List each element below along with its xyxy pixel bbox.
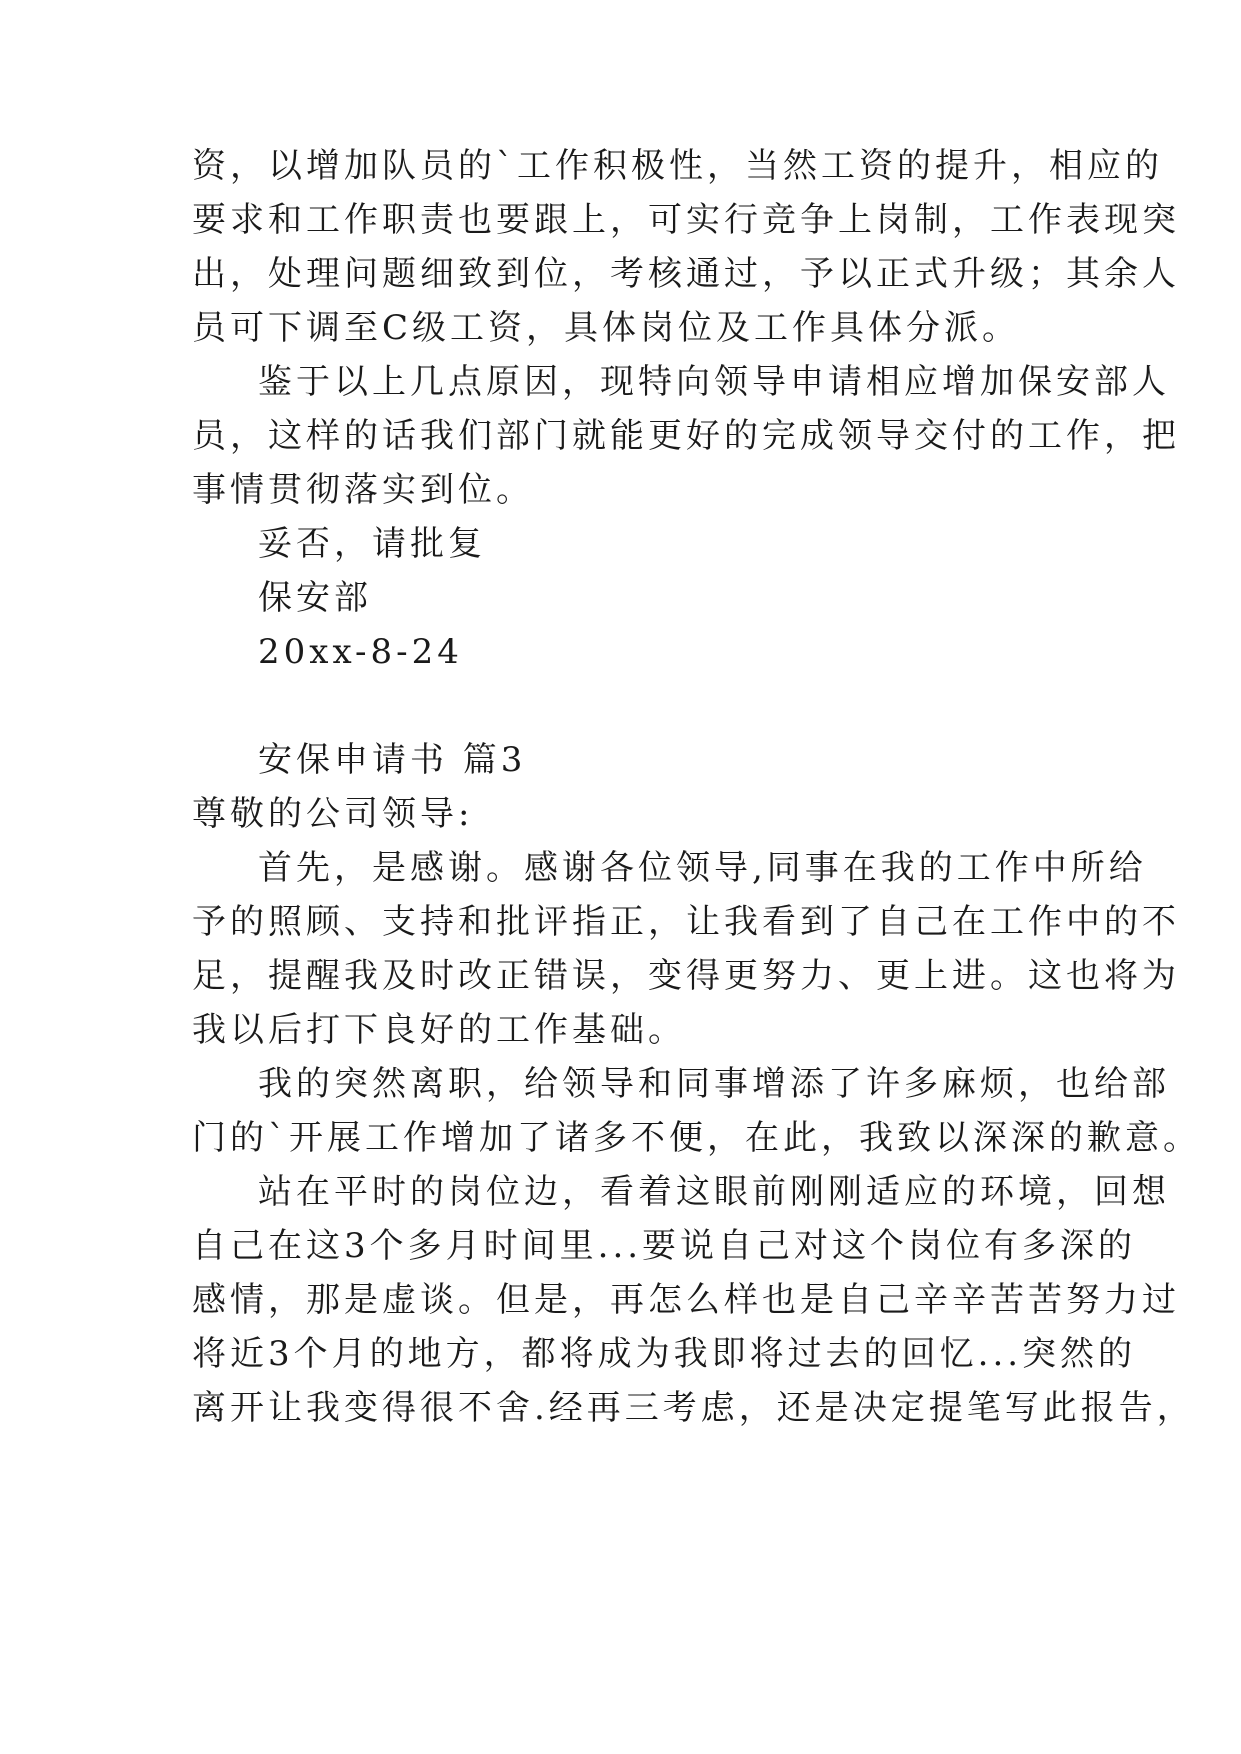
- paragraph-line: 我以后打下良好的工作基础。: [192, 1010, 686, 1050]
- paragraph-line: 鉴于以上几点原因，现特向领导申请相应增加保安部人: [258, 362, 1170, 402]
- paragraph-line: 站在平时的岗位边，看着这眼前刚刚适应的环境，回想: [258, 1172, 1170, 1212]
- paragraph-line: 资，以增加队员的`工作积极性，当然工资的提升，相应的: [192, 146, 1163, 186]
- paragraph-line: 员可下调至C级工资，具体岗位及工作具体分派。: [192, 308, 1021, 348]
- paragraph-line: 事情贯彻落实到位。: [192, 470, 534, 510]
- approval-request-line: 妥否，请批复: [258, 524, 486, 564]
- paragraph-line: 离开让我变得很不舍.经再三考虑，还是决定提笔写此报告，: [192, 1388, 1195, 1428]
- paragraph-line: 将近3个月的地方，都将成为我即将过去的回忆...突然的: [192, 1334, 1137, 1374]
- salutation: 尊敬的公司领导:: [192, 794, 474, 834]
- paragraph-line: 门的`开展工作增加了诸多不便，在此，我致以深深的歉意。: [192, 1118, 1201, 1158]
- paragraph-line: 感情，那是虚谈。但是，再怎么样也是自己辛辛苦苦努力过: [192, 1280, 1180, 1320]
- paragraph-line: 予的照顾、支持和批评指正，让我看到了自己在工作中的不: [192, 902, 1180, 942]
- signature-date: 20xx-8-24: [258, 632, 463, 672]
- paragraph-line: 要求和工作职责也要跟上，可实行竞争上岗制，工作表现突: [192, 200, 1180, 240]
- signature-department: 保安部: [258, 578, 372, 618]
- section-heading: 安保申请书 篇3: [258, 740, 527, 780]
- paragraph-line: 首先，是感谢。感谢各位领导,同事在我的工作中所给: [258, 848, 1147, 888]
- paragraph-line: 我的突然离职，给领导和同事增添了许多麻烦，也给部: [258, 1064, 1170, 1104]
- paragraph-line: 出，处理问题细致到位，考核通过，予以正式升级；其余人: [192, 254, 1180, 294]
- paragraph-line: 员，这样的话我们部门就能更好的完成领导交付的工作，把: [192, 416, 1180, 456]
- paragraph-line: 足，提醒我及时改正错误，变得更努力、更上进。这也将为: [192, 956, 1180, 996]
- paragraph-line: 自己在这3个多月时间里...要说自己对这个岗位有多深的: [192, 1226, 1137, 1266]
